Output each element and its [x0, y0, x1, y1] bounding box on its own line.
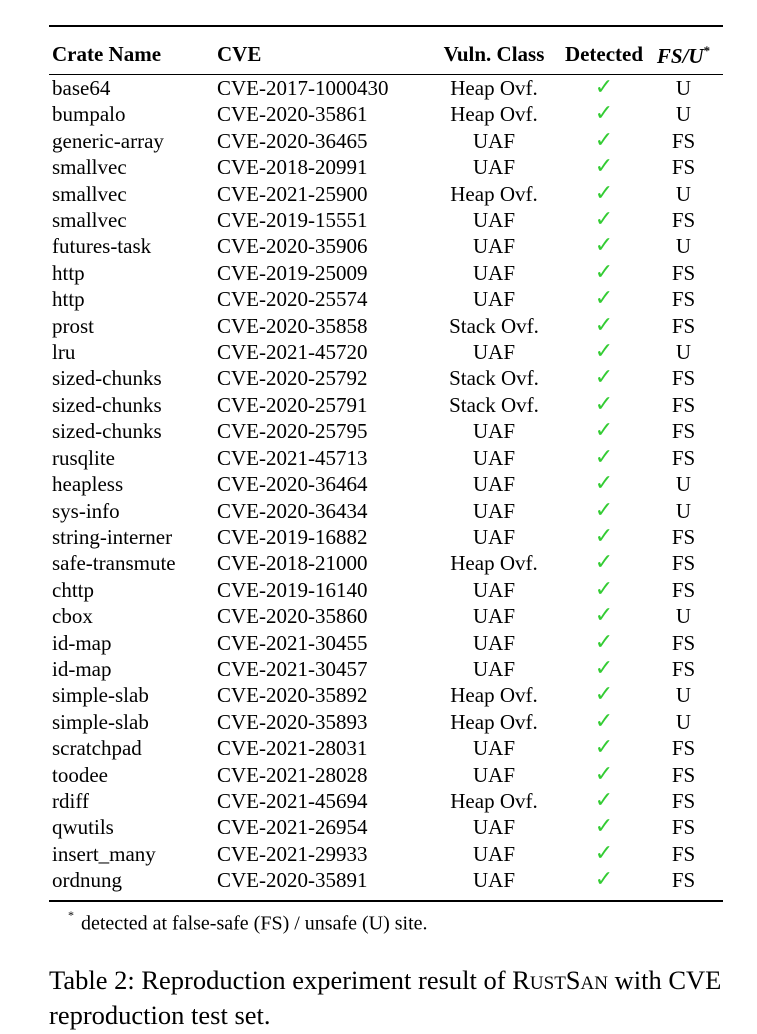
cell-detected-check-icon: ✓	[594, 682, 614, 708]
cell-crate-name: rdiff	[52, 788, 89, 813]
header-row	[49, 27, 723, 74]
cell-fs-u: U	[675, 181, 692, 206]
cell-vuln-class: UAF	[472, 524, 515, 549]
cell-cve: CVE-2020-35858	[217, 313, 368, 338]
cell-fs-u: FS	[671, 762, 696, 787]
table-row	[49, 445, 723, 471]
cell-detected-check-icon: ✓	[594, 101, 614, 127]
cell-crate-name: smallvec	[52, 208, 127, 233]
table-row	[49, 656, 723, 682]
table-row	[49, 630, 723, 656]
cell-crate-name: sized-chunks	[52, 419, 162, 444]
cell-vuln-class: Stack Ovf.	[449, 392, 539, 417]
caption-tool-name: RustSan	[512, 965, 608, 995]
cell-detected-check-icon: ✓	[594, 523, 614, 549]
cell-detected-check-icon: ✓	[594, 127, 614, 153]
cell-cve: CVE-2020-36465	[217, 128, 368, 153]
cell-detected-check-icon: ✓	[594, 576, 614, 602]
table-row	[49, 841, 723, 867]
cell-vuln-class: UAF	[472, 287, 515, 312]
cell-vuln-class: Heap Ovf.	[450, 709, 538, 734]
cell-vuln-class: UAF	[472, 656, 515, 681]
cell-cve: CVE-2021-28031	[217, 736, 368, 761]
cell-detected-check-icon: ✓	[594, 339, 614, 365]
table-row	[49, 682, 723, 708]
table-row	[49, 181, 723, 207]
cell-cve: CVE-2020-25574	[217, 287, 368, 312]
cell-vuln-class: UAF	[472, 260, 515, 285]
cell-fs-u: FS	[671, 208, 696, 233]
cell-cve: CVE-2020-25792	[217, 366, 368, 391]
cell-vuln-class: UAF	[472, 445, 515, 470]
cell-detected-check-icon: ✓	[594, 497, 614, 523]
cell-cve: CVE-2019-16882	[217, 524, 368, 549]
cell-vuln-class: UAF	[472, 868, 515, 893]
table-row	[49, 471, 723, 497]
cell-detected-check-icon: ✓	[594, 180, 614, 206]
table-bottom-rule	[49, 900, 723, 902]
header-fs-u	[644, 27, 723, 74]
cell-detected-check-icon: ✓	[594, 629, 614, 655]
table-row	[49, 762, 723, 788]
cell-detected-check-icon: ✓	[594, 471, 614, 497]
cell-vuln-class: UAF	[472, 604, 515, 629]
cell-vuln-class: Heap Ovf.	[450, 551, 538, 576]
cell-vuln-class: UAF	[472, 208, 515, 233]
cell-detected-check-icon: ✓	[594, 444, 614, 470]
cell-crate-name: sized-chunks	[52, 392, 162, 417]
table-footnote	[68, 908, 428, 936]
cell-vuln-class: UAF	[472, 340, 515, 365]
cell-crate-name: scratchpad	[52, 736, 142, 761]
cell-fs-u: U	[675, 102, 692, 127]
cell-fs-u: U	[675, 234, 692, 259]
cell-fs-u: FS	[671, 260, 696, 285]
cell-detected-check-icon: ✓	[594, 391, 614, 417]
cell-cve: CVE-2021-45720	[217, 340, 368, 365]
table-row	[49, 75, 723, 101]
cell-crate-name: heapless	[52, 472, 124, 497]
cell-crate-name: simple-slab	[52, 683, 149, 708]
table-row	[49, 339, 723, 365]
cell-cve: CVE-2021-30457	[217, 656, 368, 681]
cell-fs-u: FS	[671, 287, 696, 312]
cell-vuln-class: UAF	[472, 155, 515, 180]
cell-detected-check-icon: ✓	[594, 761, 614, 787]
table-row	[49, 313, 723, 339]
table-row	[49, 788, 723, 814]
cell-vuln-class: UAF	[472, 419, 515, 444]
cell-crate-name: insert_many	[52, 841, 156, 866]
cell-crate-name: generic-array	[52, 128, 164, 153]
table-row	[49, 550, 723, 576]
cell-vuln-class: Stack Ovf.	[449, 313, 539, 338]
cell-cve: CVE-2020-36434	[217, 498, 368, 523]
table-row	[49, 207, 723, 233]
cell-fs-u: FS	[671, 788, 696, 813]
cell-crate-name: safe-transmute	[52, 551, 176, 576]
table-row	[49, 286, 723, 312]
cell-crate-name: toodee	[52, 762, 108, 787]
cell-vuln-class: UAF	[472, 234, 515, 259]
header-fs-u-label: FS/U	[656, 44, 704, 68]
table-row	[49, 233, 723, 259]
cell-crate-name: ordnung	[52, 868, 122, 893]
cell-cve: CVE-2020-25795	[217, 419, 368, 444]
cell-cve: CVE-2019-16140	[217, 577, 368, 602]
cell-vuln-class: Heap Ovf.	[450, 181, 538, 206]
cell-detected-check-icon: ✓	[594, 550, 614, 576]
cell-vuln-class: UAF	[472, 762, 515, 787]
cell-crate-name: futures-task	[52, 234, 152, 259]
cell-detected-check-icon: ✓	[594, 708, 614, 734]
cell-detected-check-icon: ✓	[594, 603, 614, 629]
header-cve: CVE	[217, 41, 262, 66]
cell-fs-u: FS	[671, 524, 696, 549]
cell-cve: CVE-2021-28028	[217, 762, 368, 787]
cell-crate-name: http	[52, 287, 85, 312]
cell-fs-u: FS	[671, 577, 696, 602]
cell-fs-u: U	[675, 604, 692, 629]
cell-cve: CVE-2021-45713	[217, 445, 368, 470]
table-row	[49, 365, 723, 391]
cell-detected-check-icon: ✓	[594, 655, 614, 681]
cell-fs-u: FS	[671, 445, 696, 470]
header-vuln-class: Vuln. Class	[443, 41, 545, 66]
table-caption	[49, 963, 739, 1033]
cell-fs-u: FS	[671, 419, 696, 444]
cell-fs-u: U	[675, 340, 692, 365]
cell-crate-name: string-interner	[52, 524, 173, 549]
header-crate-name: Crate Name	[52, 41, 162, 66]
results-table-container	[49, 25, 723, 902]
cell-cve: CVE-2018-21000	[217, 551, 368, 576]
cell-cve: CVE-2020-35861	[217, 102, 368, 127]
cell-detected-check-icon: ✓	[594, 233, 614, 259]
cell-fs-u: FS	[671, 736, 696, 761]
cell-fs-u: FS	[671, 815, 696, 840]
cell-vuln-class: Heap Ovf.	[450, 788, 538, 813]
cell-fs-u: U	[675, 498, 692, 523]
cell-fs-u: U	[675, 472, 692, 497]
cell-crate-name: sys-info	[52, 498, 120, 523]
cell-cve: CVE-2017-1000430	[217, 76, 389, 100]
header-fs-u-footnote-mark: *	[703, 43, 711, 58]
cell-crate-name: simple-slab	[52, 709, 149, 734]
cell-detected-check-icon: ✓	[594, 365, 614, 391]
cell-crate-name: http	[52, 260, 85, 285]
table-row	[49, 867, 723, 893]
cell-crate-name: qwutils	[52, 815, 114, 840]
cell-crate-name: sized-chunks	[52, 366, 162, 391]
cell-fs-u: U	[675, 709, 692, 734]
cell-cve: CVE-2020-35891	[217, 868, 368, 893]
cell-cve: CVE-2021-25900	[217, 181, 368, 206]
table-header	[49, 27, 723, 74]
cell-cve: CVE-2020-25791	[217, 392, 368, 417]
header-detected: Detected	[564, 41, 644, 66]
cell-vuln-class: UAF	[472, 498, 515, 523]
table-row	[49, 814, 723, 840]
caption-prefix: Table 2: Reproduction experiment result of	[49, 965, 513, 995]
cell-crate-name: id-map	[52, 656, 112, 681]
caption-suffix: with CVE reproduction test set.	[49, 965, 722, 1030]
cell-vuln-class: UAF	[472, 630, 515, 655]
cell-cve: CVE-2019-15551	[217, 208, 368, 233]
table-row	[49, 154, 723, 180]
cell-detected-check-icon: ✓	[594, 840, 614, 866]
table-row	[49, 392, 723, 418]
cell-fs-u: FS	[671, 128, 696, 153]
cell-vuln-class: Heap Ovf.	[450, 76, 538, 100]
cell-crate-name: smallvec	[52, 181, 127, 206]
table-row	[49, 735, 723, 761]
table-row	[49, 709, 723, 735]
cell-fs-u: FS	[671, 656, 696, 681]
cell-crate-name: chttp	[52, 577, 94, 602]
cell-vuln-class: UAF	[472, 815, 515, 840]
cell-cve: CVE-2021-29933	[217, 841, 368, 866]
cell-vuln-class: UAF	[472, 472, 515, 497]
cell-crate-name: bumpalo	[52, 102, 126, 127]
cell-crate-name: rusqlite	[52, 445, 115, 470]
table-row	[49, 524, 723, 550]
cell-fs-u: U	[675, 683, 692, 708]
cell-fs-u: FS	[671, 551, 696, 576]
table-body	[49, 74, 723, 894]
cell-vuln-class: UAF	[472, 128, 515, 153]
cell-detected-check-icon: ✓	[594, 312, 614, 338]
cell-cve: CVE-2020-36464	[217, 472, 368, 497]
cell-detected-check-icon: ✓	[594, 75, 614, 100]
footnote-text: detected at false-safe (FS) / unsafe (U) site.	[81, 912, 428, 935]
cell-crate-name: id-map	[52, 630, 112, 655]
cell-crate-name: smallvec	[52, 155, 127, 180]
table-row	[49, 128, 723, 154]
table-row	[49, 603, 723, 629]
cell-detected-check-icon: ✓	[594, 207, 614, 233]
cell-detected-check-icon: ✓	[594, 418, 614, 444]
cell-crate-name: lru	[52, 340, 76, 365]
cell-fs-u: FS	[671, 392, 696, 417]
cell-crate-name: cbox	[52, 604, 93, 629]
cell-cve: CVE-2021-45694	[217, 788, 368, 813]
cell-fs-u: FS	[671, 366, 696, 391]
cell-detected-check-icon: ✓	[594, 867, 614, 893]
cell-cve: CVE-2018-20991	[217, 155, 368, 180]
table-row	[49, 101, 723, 127]
table-row	[49, 418, 723, 444]
cell-crate-name: base64	[52, 76, 111, 100]
cell-cve: CVE-2019-25009	[217, 260, 368, 285]
table-row	[49, 260, 723, 286]
cell-vuln-class: UAF	[472, 736, 515, 761]
cell-fs-u: FS	[671, 868, 696, 893]
cell-cve: CVE-2021-26954	[217, 815, 368, 840]
cell-detected-check-icon: ✓	[594, 154, 614, 180]
results-table	[49, 27, 723, 894]
cell-cve: CVE-2020-35860	[217, 604, 368, 629]
cell-cve: CVE-2020-35892	[217, 683, 368, 708]
cell-fs-u: FS	[671, 630, 696, 655]
cell-detected-check-icon: ✓	[594, 259, 614, 285]
cell-vuln-class: UAF	[472, 841, 515, 866]
cell-fs-u: FS	[671, 841, 696, 866]
table-row	[49, 577, 723, 603]
cell-detected-check-icon: ✓	[594, 286, 614, 312]
table-row	[49, 498, 723, 524]
cell-fs-u: FS	[671, 313, 696, 338]
cell-cve: CVE-2020-35893	[217, 709, 368, 734]
cell-fs-u: FS	[671, 155, 696, 180]
cell-vuln-class: Stack Ovf.	[449, 366, 539, 391]
cell-detected-check-icon: ✓	[594, 814, 614, 840]
cell-vuln-class: Heap Ovf.	[450, 683, 538, 708]
cell-cve: CVE-2021-30455	[217, 630, 368, 655]
cell-vuln-class: UAF	[472, 577, 515, 602]
cell-cve: CVE-2020-35906	[217, 234, 368, 259]
footnote-mark: *	[68, 908, 74, 922]
cell-detected-check-icon: ✓	[594, 787, 614, 813]
cell-detected-check-icon: ✓	[594, 735, 614, 761]
cell-vuln-class: Heap Ovf.	[450, 102, 538, 127]
cell-crate-name: prost	[52, 313, 94, 338]
cell-fs-u: U	[675, 76, 692, 100]
